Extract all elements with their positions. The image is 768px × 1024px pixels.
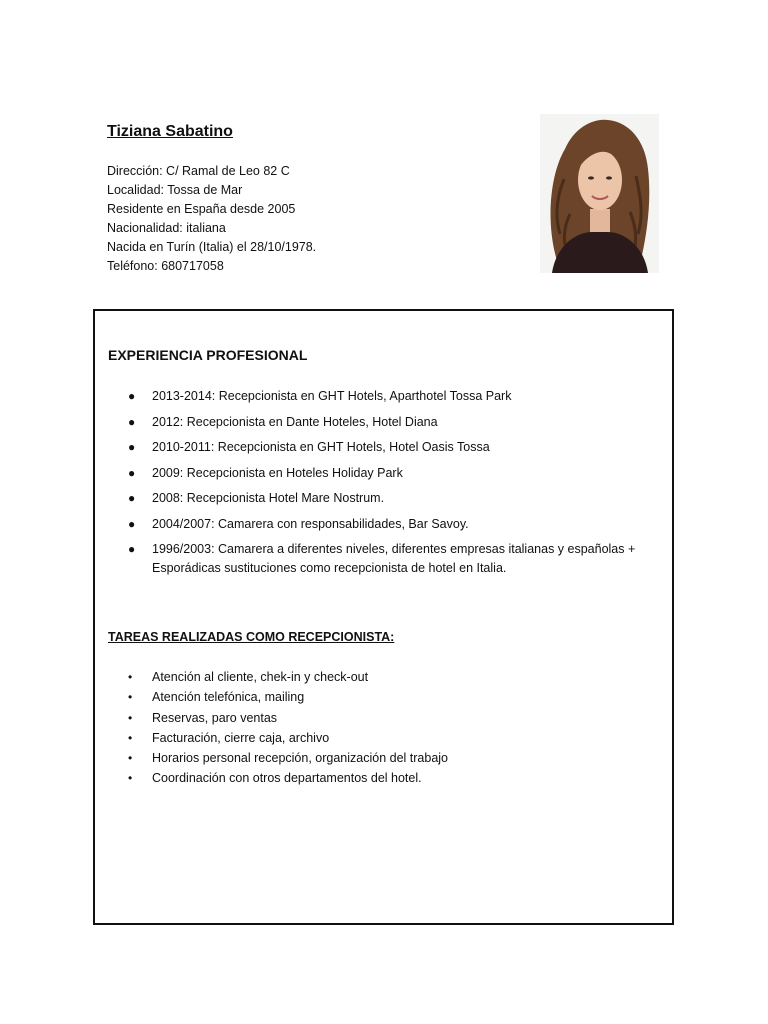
experience-item-text: 2004/2007: Camarera con responsabilidades, Bar Savoy. (152, 516, 469, 531)
list-item (95, 687, 655, 707)
bullet-icon: ● (128, 440, 136, 454)
bullet-icon: ● (128, 542, 136, 556)
candidate-name: Tiziana Sabatino (107, 123, 233, 140)
bullet-icon: ● (128, 491, 136, 505)
locality-line: Localidad: Tossa de Mar (107, 183, 243, 197)
bullet-icon: ● (128, 389, 136, 403)
list-item (95, 728, 655, 748)
list-item (95, 540, 655, 578)
bullet-icon: ● (128, 516, 136, 531)
experience-item-text: 2008: Recepcionista Hotel Mare Nostrum. (152, 491, 385, 505)
cv-content-box (93, 309, 674, 925)
bullet-icon: • (128, 730, 133, 745)
list-item (95, 748, 655, 768)
task-item-text: Reservas, paro ventas (152, 710, 278, 725)
list-item (95, 438, 655, 457)
bullet-icon: • (128, 710, 133, 725)
experience-item-text: 2010-2011: Recepcionista en GHT Hotels, Hotel Oasis Tossa (152, 440, 490, 454)
task-item-text: Atención al cliente, chek-in y check-out (152, 670, 369, 684)
nationality-line: Nacionalidad: italiana (107, 221, 226, 235)
bullet-icon: • (128, 751, 133, 766)
bullet-icon: • (128, 670, 133, 684)
phone-line: Teléfono: 680717058 (107, 259, 224, 273)
task-item-text: Atención telefónica, mailing (152, 690, 305, 705)
experience-item-text: 2013-2014: Recepcionista en GHT Hotels, Aparthotel Tossa Park (152, 389, 512, 403)
list-item (95, 387, 655, 406)
list-item (95, 515, 655, 534)
birth-line: Nacida en Turín (Italia) el 28/10/1978. (107, 240, 317, 254)
bullet-icon: • (128, 771, 133, 786)
list-item (95, 413, 655, 432)
experience-item-text: 1996/2003: Camarera a diferentes niveles, diferentes empresas italianas y españolas + Esporádicas sustituciones como recepcionista de hotel en Italia. (152, 542, 636, 575)
portrait-illustration (540, 114, 659, 273)
experience-item-text: 2009: Recepcionista en Hoteles Holiday Park (152, 465, 403, 480)
bullet-icon: ● (128, 465, 136, 480)
experience-heading: EXPERIENCIA PROFESIONAL (108, 347, 308, 363)
list-item (95, 768, 655, 788)
list-item (95, 489, 655, 508)
bullet-icon: • (128, 690, 133, 705)
task-item-text: Coordinación con otros departamentos del hotel. (152, 771, 422, 786)
bullet-icon: ● (128, 414, 136, 429)
tasks-heading: TAREAS REALIZADAS COMO RECEPCIONISTA: (108, 630, 395, 644)
list-item (95, 708, 655, 728)
experience-list (95, 387, 655, 585)
profile-photo (540, 114, 659, 273)
task-item-text: Facturación, cierre caja, archivo (152, 730, 330, 745)
task-item-text: Horarios personal recepción, organización del trabajo (152, 751, 449, 766)
tasks-list (95, 667, 655, 789)
residence-line: Residente en España desde 2005 (107, 202, 296, 216)
list-item (95, 464, 655, 483)
experience-item-text: 2012: Recepcionista en Dante Hoteles, Hotel Diana (152, 414, 438, 429)
contact-info (107, 162, 316, 276)
list-item (95, 667, 655, 687)
address-line: Dirección: C/ Ramal de Leo 82 C (107, 164, 290, 178)
